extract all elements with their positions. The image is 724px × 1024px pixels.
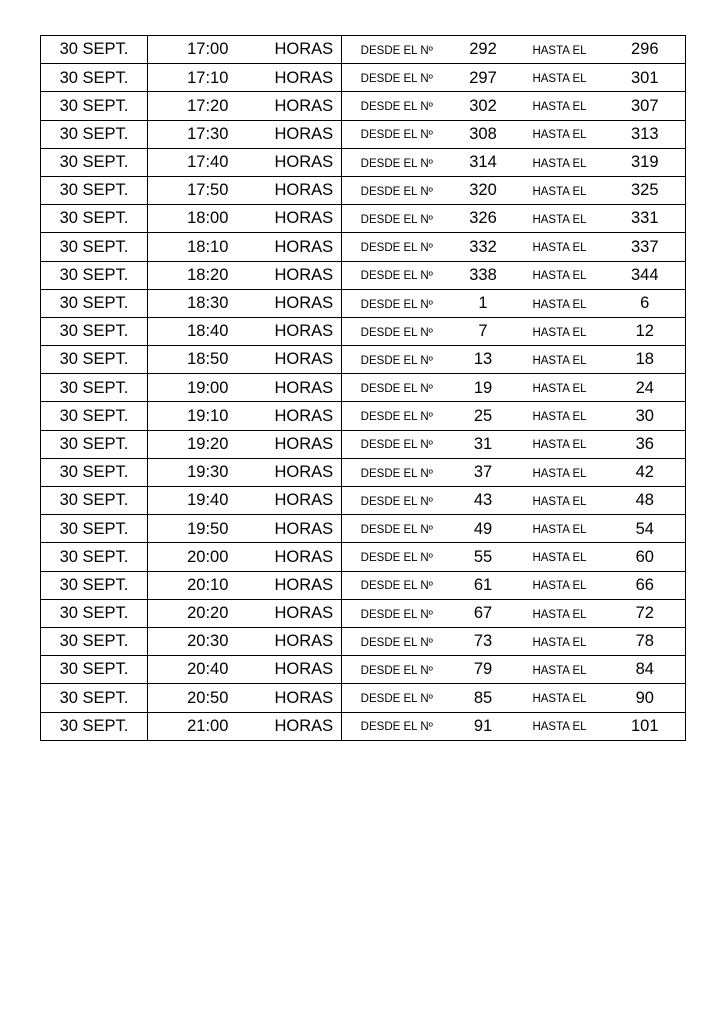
- row-from-label: DESDE EL Nº: [342, 571, 452, 599]
- row-from-label: DESDE EL Nº: [342, 233, 452, 261]
- table-row: [41, 402, 686, 430]
- row-from-label: DESDE EL Nº: [342, 317, 452, 345]
- row-date: 30 SEPT.: [41, 176, 148, 204]
- row-to-label: HASTA EL: [515, 627, 605, 655]
- row-from-label: DESDE EL Nº: [342, 599, 452, 627]
- row-from-number: 67: [452, 599, 515, 627]
- row-to-number: 54: [605, 515, 686, 543]
- row-unit-label: HORAS: [268, 374, 342, 402]
- row-to-label: HASTA EL: [515, 148, 605, 176]
- row-unit-label: HORAS: [268, 712, 342, 740]
- row-from-label: DESDE EL Nº: [342, 261, 452, 289]
- row-date: 30 SEPT.: [41, 92, 148, 120]
- row-time: 17:50: [148, 176, 268, 204]
- table-row: [41, 599, 686, 627]
- row-unit-label: HORAS: [268, 64, 342, 92]
- row-from-label: DESDE EL Nº: [342, 374, 452, 402]
- row-unit-label: HORAS: [268, 515, 342, 543]
- row-from-number: 308: [452, 120, 515, 148]
- row-to-number: 337: [605, 233, 686, 261]
- row-from-number: 19: [452, 374, 515, 402]
- row-from-number: 326: [452, 205, 515, 233]
- row-from-label: DESDE EL Nº: [342, 487, 452, 515]
- row-date: 30 SEPT.: [41, 205, 148, 233]
- row-to-number: 12: [605, 317, 686, 345]
- row-to-label: HASTA EL: [515, 205, 605, 233]
- row-time: 20:10: [148, 571, 268, 599]
- row-time: 21:00: [148, 712, 268, 740]
- row-from-label: DESDE EL Nº: [342, 205, 452, 233]
- row-to-label: HASTA EL: [515, 571, 605, 599]
- row-unit-label: HORAS: [268, 656, 342, 684]
- row-to-label: HASTA EL: [515, 176, 605, 204]
- row-to-number: 66: [605, 571, 686, 599]
- row-time: 17:20: [148, 92, 268, 120]
- row-time: 19:00: [148, 374, 268, 402]
- row-to-number: 296: [605, 36, 686, 64]
- row-from-label: DESDE EL Nº: [342, 36, 452, 64]
- row-to-label: HASTA EL: [515, 430, 605, 458]
- row-from-label: DESDE EL Nº: [342, 712, 452, 740]
- table-row: [41, 430, 686, 458]
- row-time: 20:50: [148, 684, 268, 712]
- table-row: [41, 571, 686, 599]
- row-unit-label: HORAS: [268, 233, 342, 261]
- table-row: [41, 487, 686, 515]
- table-row: [41, 684, 686, 712]
- row-time: 18:00: [148, 205, 268, 233]
- row-unit-label: HORAS: [268, 571, 342, 599]
- row-from-number: 61: [452, 571, 515, 599]
- row-from-label: DESDE EL Nº: [342, 656, 452, 684]
- row-time: 17:40: [148, 148, 268, 176]
- row-time: 19:20: [148, 430, 268, 458]
- row-from-label: DESDE EL Nº: [342, 92, 452, 120]
- row-to-label: HASTA EL: [515, 402, 605, 430]
- row-from-number: 320: [452, 176, 515, 204]
- table-row: [41, 515, 686, 543]
- row-date: 30 SEPT.: [41, 627, 148, 655]
- row-to-number: 319: [605, 148, 686, 176]
- row-unit-label: HORAS: [268, 430, 342, 458]
- row-to-label: HASTA EL: [515, 374, 605, 402]
- row-to-number: 48: [605, 487, 686, 515]
- row-from-number: 297: [452, 64, 515, 92]
- row-time: 19:10: [148, 402, 268, 430]
- row-from-number: 85: [452, 684, 515, 712]
- row-date: 30 SEPT.: [41, 487, 148, 515]
- row-date: 30 SEPT.: [41, 402, 148, 430]
- row-from-label: DESDE EL Nº: [342, 430, 452, 458]
- row-to-number: 6: [605, 289, 686, 317]
- row-date: 30 SEPT.: [41, 430, 148, 458]
- row-unit-label: HORAS: [268, 205, 342, 233]
- row-to-number: 30: [605, 402, 686, 430]
- row-to-number: 24: [605, 374, 686, 402]
- row-time: 18:20: [148, 261, 268, 289]
- row-from-label: DESDE EL Nº: [342, 458, 452, 486]
- row-to-number: 72: [605, 599, 686, 627]
- row-to-label: HASTA EL: [515, 233, 605, 261]
- row-time: 20:40: [148, 656, 268, 684]
- row-time: 20:00: [148, 543, 268, 571]
- table-row: [41, 36, 686, 64]
- table-row: [41, 120, 686, 148]
- row-unit-label: HORAS: [268, 684, 342, 712]
- row-unit-label: HORAS: [268, 261, 342, 289]
- row-to-number: 101: [605, 712, 686, 740]
- row-to-number: 90: [605, 684, 686, 712]
- row-from-number: 7: [452, 317, 515, 345]
- row-to-label: HASTA EL: [515, 684, 605, 712]
- row-date: 30 SEPT.: [41, 374, 148, 402]
- row-to-label: HASTA EL: [515, 36, 605, 64]
- schedule-body: [41, 36, 686, 741]
- row-to-label: HASTA EL: [515, 487, 605, 515]
- row-unit-label: HORAS: [268, 176, 342, 204]
- row-from-label: DESDE EL Nº: [342, 148, 452, 176]
- row-to-label: HASTA EL: [515, 599, 605, 627]
- row-date: 30 SEPT.: [41, 317, 148, 345]
- row-from-label: DESDE EL Nº: [342, 176, 452, 204]
- row-from-number: 314: [452, 148, 515, 176]
- row-from-number: 73: [452, 627, 515, 655]
- row-date: 30 SEPT.: [41, 515, 148, 543]
- table-row: [41, 458, 686, 486]
- row-date: 30 SEPT.: [41, 36, 148, 64]
- row-from-label: DESDE EL Nº: [342, 684, 452, 712]
- table-row: [41, 543, 686, 571]
- row-from-label: DESDE EL Nº: [342, 543, 452, 571]
- row-to-number: 60: [605, 543, 686, 571]
- row-from-number: 302: [452, 92, 515, 120]
- row-to-number: 344: [605, 261, 686, 289]
- table-row: [41, 176, 686, 204]
- row-unit-label: HORAS: [268, 487, 342, 515]
- row-to-number: 307: [605, 92, 686, 120]
- row-to-label: HASTA EL: [515, 261, 605, 289]
- row-unit-label: HORAS: [268, 92, 342, 120]
- row-unit-label: HORAS: [268, 317, 342, 345]
- table-row: [41, 92, 686, 120]
- row-to-label: HASTA EL: [515, 656, 605, 684]
- row-unit-label: HORAS: [268, 289, 342, 317]
- row-from-label: DESDE EL Nº: [342, 120, 452, 148]
- row-to-label: HASTA EL: [515, 317, 605, 345]
- row-from-number: 49: [452, 515, 515, 543]
- row-date: 30 SEPT.: [41, 261, 148, 289]
- row-time: 20:30: [148, 627, 268, 655]
- row-to-number: 313: [605, 120, 686, 148]
- row-from-label: DESDE EL Nº: [342, 289, 452, 317]
- row-date: 30 SEPT.: [41, 656, 148, 684]
- table-row: [41, 627, 686, 655]
- row-from-label: DESDE EL Nº: [342, 627, 452, 655]
- row-to-label: HASTA EL: [515, 120, 605, 148]
- row-to-label: HASTA EL: [515, 458, 605, 486]
- row-from-number: 31: [452, 430, 515, 458]
- row-time: 20:20: [148, 599, 268, 627]
- row-to-label: HASTA EL: [515, 289, 605, 317]
- row-from-number: 55: [452, 543, 515, 571]
- table-row: [41, 261, 686, 289]
- table-row: [41, 289, 686, 317]
- table-row: [41, 346, 686, 374]
- row-date: 30 SEPT.: [41, 346, 148, 374]
- row-from-label: DESDE EL Nº: [342, 346, 452, 374]
- row-from-number: 37: [452, 458, 515, 486]
- row-time: 17:30: [148, 120, 268, 148]
- row-to-number: 84: [605, 656, 686, 684]
- row-to-number: 36: [605, 430, 686, 458]
- row-unit-label: HORAS: [268, 627, 342, 655]
- row-time: 18:50: [148, 346, 268, 374]
- row-unit-label: HORAS: [268, 458, 342, 486]
- row-from-number: 13: [452, 346, 515, 374]
- table-row: [41, 64, 686, 92]
- row-date: 30 SEPT.: [41, 289, 148, 317]
- row-time: 18:40: [148, 317, 268, 345]
- row-date: 30 SEPT.: [41, 120, 148, 148]
- row-to-label: HASTA EL: [515, 712, 605, 740]
- row-date: 30 SEPT.: [41, 233, 148, 261]
- row-to-number: 42: [605, 458, 686, 486]
- row-to-number: 301: [605, 64, 686, 92]
- row-unit-label: HORAS: [268, 346, 342, 374]
- row-unit-label: HORAS: [268, 402, 342, 430]
- row-time: 19:40: [148, 487, 268, 515]
- row-to-label: HASTA EL: [515, 515, 605, 543]
- row-unit-label: HORAS: [268, 148, 342, 176]
- table-row: [41, 317, 686, 345]
- row-time: 17:00: [148, 36, 268, 64]
- row-date: 30 SEPT.: [41, 543, 148, 571]
- row-time: 19:30: [148, 458, 268, 486]
- table-row: [41, 233, 686, 261]
- row-to-label: HASTA EL: [515, 346, 605, 374]
- row-time: 18:30: [148, 289, 268, 317]
- table-row: [41, 656, 686, 684]
- row-from-label: DESDE EL Nº: [342, 515, 452, 543]
- row-time: 17:10: [148, 64, 268, 92]
- row-from-number: 338: [452, 261, 515, 289]
- row-date: 30 SEPT.: [41, 571, 148, 599]
- row-date: 30 SEPT.: [41, 599, 148, 627]
- row-to-number: 18: [605, 346, 686, 374]
- row-date: 30 SEPT.: [41, 684, 148, 712]
- row-to-number: 325: [605, 176, 686, 204]
- row-from-number: 25: [452, 402, 515, 430]
- row-to-label: HASTA EL: [515, 64, 605, 92]
- row-to-label: HASTA EL: [515, 92, 605, 120]
- row-date: 30 SEPT.: [41, 458, 148, 486]
- row-unit-label: HORAS: [268, 599, 342, 627]
- row-to-number: 78: [605, 627, 686, 655]
- row-from-number: 43: [452, 487, 515, 515]
- schedule-table: [40, 35, 686, 741]
- row-from-number: 1: [452, 289, 515, 317]
- row-time: 19:50: [148, 515, 268, 543]
- row-date: 30 SEPT.: [41, 148, 148, 176]
- table-row: [41, 148, 686, 176]
- row-from-number: 292: [452, 36, 515, 64]
- table-row: [41, 374, 686, 402]
- row-from-number: 91: [452, 712, 515, 740]
- row-unit-label: HORAS: [268, 543, 342, 571]
- row-date: 30 SEPT.: [41, 712, 148, 740]
- row-to-number: 331: [605, 205, 686, 233]
- row-from-label: DESDE EL Nº: [342, 402, 452, 430]
- row-from-number: 79: [452, 656, 515, 684]
- table-row: [41, 205, 686, 233]
- row-unit-label: HORAS: [268, 36, 342, 64]
- row-from-number: 332: [452, 233, 515, 261]
- table-row: [41, 712, 686, 740]
- row-from-label: DESDE EL Nº: [342, 64, 452, 92]
- row-to-label: HASTA EL: [515, 543, 605, 571]
- row-date: 30 SEPT.: [41, 64, 148, 92]
- row-unit-label: HORAS: [268, 120, 342, 148]
- row-time: 18:10: [148, 233, 268, 261]
